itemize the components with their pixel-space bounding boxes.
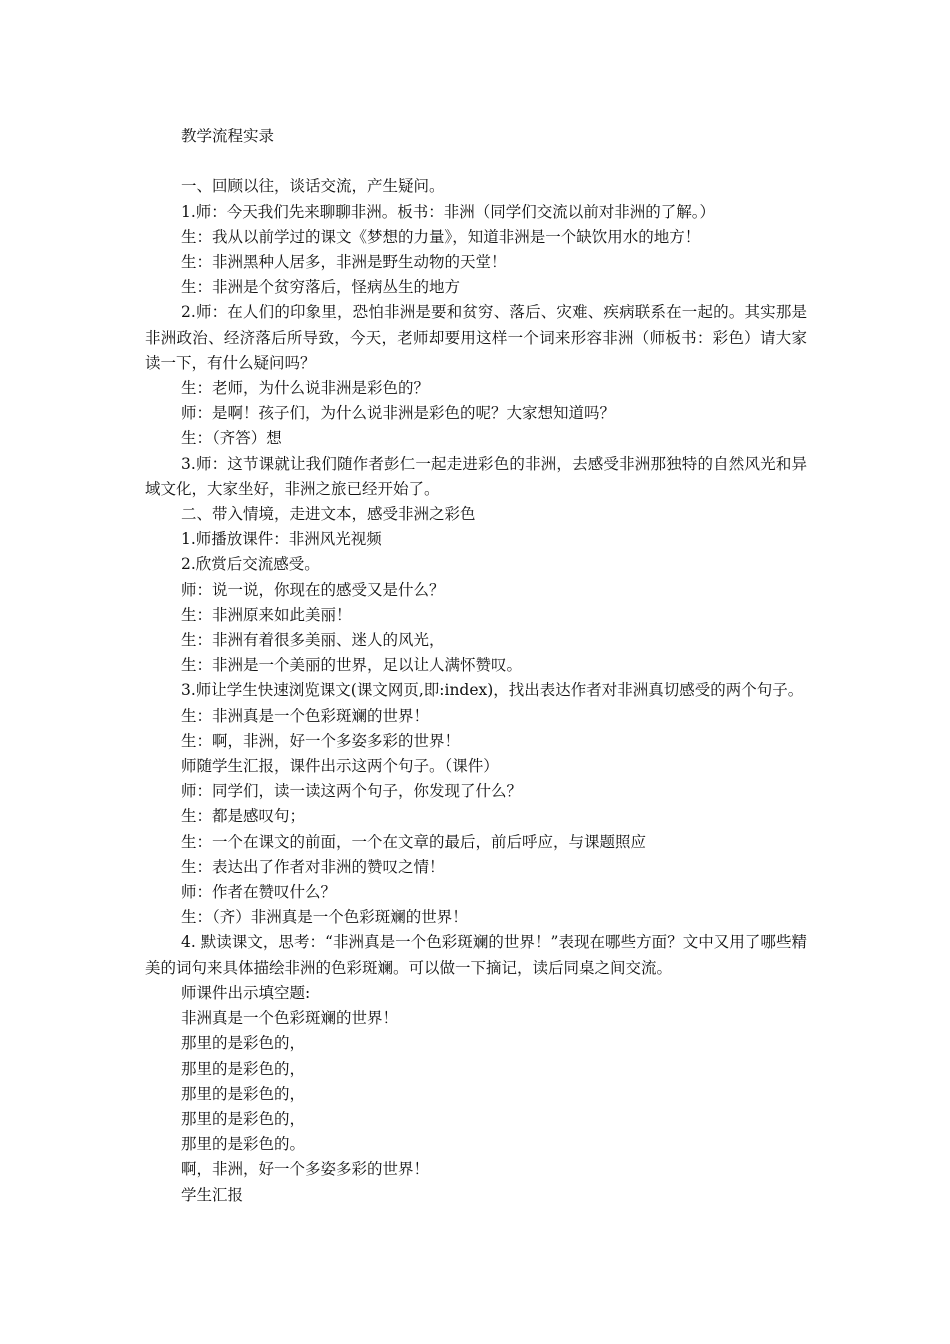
paragraph: 生：非洲是一个美丽的世界，足以让人满怀赞叹。 [181, 656, 523, 675]
paragraph: 1.师播放课件：非洲风光视频 [181, 530, 382, 549]
paragraph: 师随学生汇报，课件出示这两个句子。（课件） [181, 757, 499, 776]
paragraph: 生：非洲黑种人居多，非洲是野生动物的天堂！ [181, 253, 507, 271]
paragraph: 1.师：今天我们先来聊聊非洲。板书：非洲（同学们交流以前对非洲的了解。） [181, 202, 716, 221]
paragraph: 2.欣赏后交流感受。 [181, 555, 320, 574]
paragraph: 师课件出示填空题: [181, 983, 311, 1002]
paragraph: 生：（齐答）想 [181, 429, 282, 448]
paragraph: 生：非洲有着很多美丽、迷人的风光， [181, 631, 445, 650]
paragraph: 生：（齐）非洲真是一个色彩斑斓的世界！ [181, 908, 468, 927]
paragraph: 生：老师，为什么说非洲是彩色的？ [181, 379, 430, 398]
paragraph: 生：都是感叹句； [181, 807, 306, 826]
paragraph: 学生汇报 [181, 1185, 244, 1204]
paragraph: 4. 默读课文，思考：“非洲真是一个色彩斑斓的世界！”表现在哪些方面？文中又用了哪些精美的词句来具体描绘非洲的色彩斑斓。可以做一下摘记，读后同桌之间交流。 [145, 933, 807, 977]
paragraph: 一、回顾以往，谈话交流，产生疑问。 [181, 177, 445, 196]
paragraph: 生：非洲原来如此美丽！ [181, 605, 352, 624]
paragraph: 师：是啊！孩子们，为什么说非洲是彩色的呢？大家想知道吗？ [181, 404, 616, 423]
paragraph: 生：我从以前学过的课文《梦想的力量》，知道非洲是一个缺饮用水的地方！ [181, 227, 701, 246]
paragraph: 2.师：在人们的印象里，恐怕非洲是要和贫穷、落后、灾难、疾病联系在一起的。其实那是非洲政治、经济落后所导致，今天，老师却要用这样一个词来形容非洲（师板书：彩色）请大家读一下，有什么疑问吗？ [145, 303, 807, 372]
document-page [145, 124, 807, 1208]
paragraph: 3.师让学生快速浏览课文(课文网页,即:index)，找出表达作者对非洲真切感受的两个句子。 [181, 681, 804, 700]
paragraph: 那里的是彩色的， [181, 1059, 306, 1078]
paragraph: 3.师：这节课就让我们随作者彭仁一起走进彩色的非洲，去感受非洲那独特的自然风光和异域文化，大家坐好，非洲之旅已经开始了。 [145, 454, 807, 498]
paragraph: 那里的是彩色的， [181, 1109, 306, 1128]
paragraph: 生：一个在课文的前面，一个在文章的最后，前后呼应，与课题照应 [181, 832, 647, 851]
paragraph: 啊，非洲，好一个多姿多彩的世界！ [181, 1160, 430, 1179]
document-title: 教学流程实录 [181, 127, 275, 145]
paragraph: 生：表达出了作者对非洲的赞叹之情！ [181, 857, 445, 876]
paragraph: 那里的是彩色的。 [181, 1135, 306, 1154]
paragraph: 师：同学们，读一读这两个句子，你发现了什么？ [181, 782, 523, 801]
paragraph: 非洲真是一个色彩斑斓的世界！ [181, 1009, 399, 1028]
paragraph: 那里的是彩色的， [181, 1034, 306, 1053]
paragraph: 那里的是彩色的， [181, 1084, 306, 1103]
paragraph: 生：非洲真是一个色彩斑斓的世界！ [181, 706, 430, 725]
paragraph: 师：说一说，你现在的感受又是什么？ [181, 580, 445, 599]
paragraph: 生：啊，非洲，好一个多姿多彩的世界！ [181, 731, 461, 750]
paragraph: 生：非洲是个贫穷落后，怪病丛生的地方 [181, 278, 461, 297]
paragraph: 师：作者在赞叹什么？ [181, 883, 337, 902]
paragraph: 二、带入情境，走进文本，感受非洲之彩色 [181, 505, 476, 524]
